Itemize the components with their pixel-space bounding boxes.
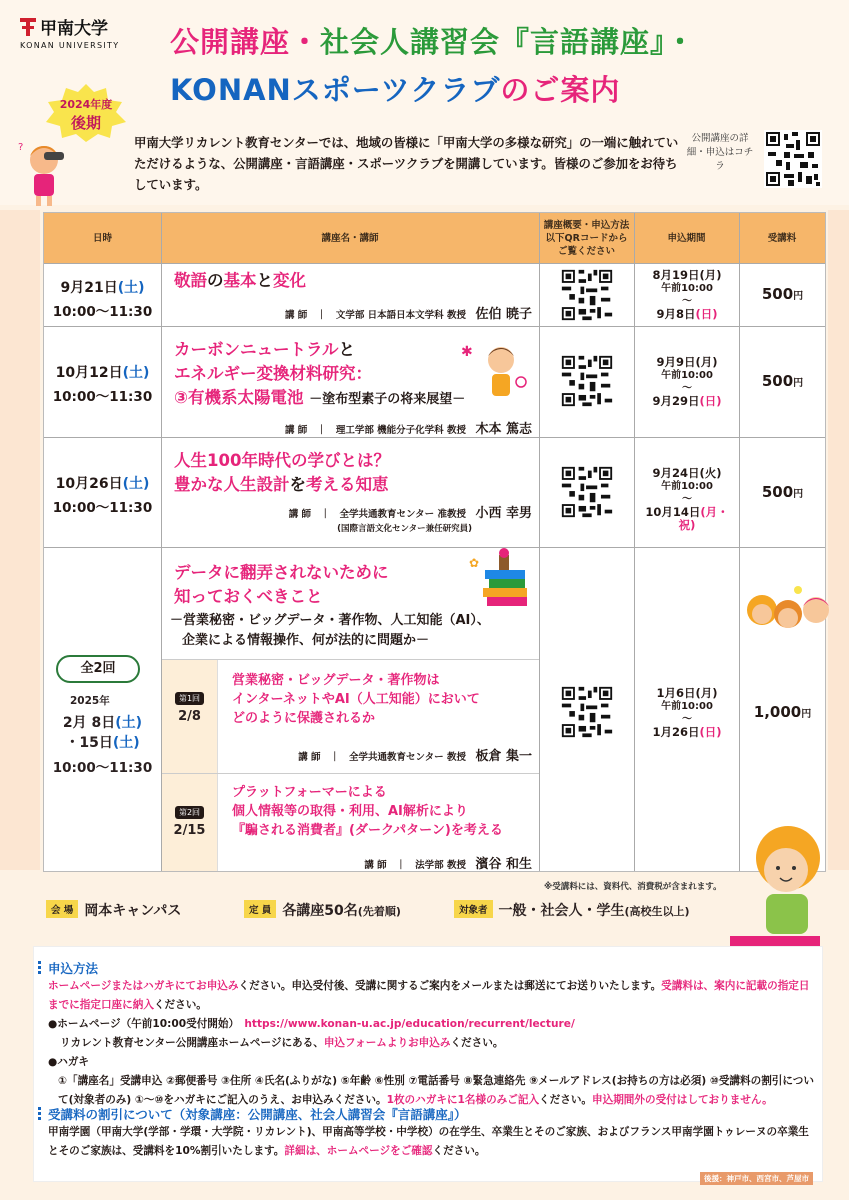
family-illustration xyxy=(740,580,840,654)
venue-info: 会 場 岡本キャンパス xyxy=(46,900,181,920)
decor-right xyxy=(828,210,849,870)
title-part-a: 公開講座・ xyxy=(170,25,321,59)
session2-label: 第2回 2/15 xyxy=(162,774,218,871)
discount-heading: 受講料の割引について（対象講座：公開講座、社会人講習会『言語講座』） xyxy=(48,1107,467,1122)
books-illustration xyxy=(469,547,537,611)
application-section xyxy=(33,946,823,1182)
svg-text:?: ? xyxy=(18,142,24,153)
row1-period: 8月19日(月) 午前10:00 〜 9月8日(日) xyxy=(652,268,722,321)
qr-note: 公開講座の詳細・申込はコチラ xyxy=(686,133,754,172)
session2-lecturer: 講 師 ｜ 法学部 教授 濱谷 和生 xyxy=(364,857,532,872)
girl-binoculars-illustration xyxy=(14,138,78,208)
row4-qr-code[interactable] xyxy=(560,685,614,739)
row3-fee: 500円 xyxy=(761,483,804,501)
row1-date: 9月21日(土) 10:00～11:30 xyxy=(52,280,153,320)
table-row xyxy=(44,326,825,437)
th-period: 申込期間 xyxy=(667,232,706,244)
row3-date: 10月26日(土) 10:00～11:30 xyxy=(52,476,153,516)
row1-qr-code[interactable] xyxy=(560,268,614,322)
page-title-line1 xyxy=(170,20,696,61)
th-course: 講座名・講師 xyxy=(321,232,379,244)
th-qr: 講座概要・申込方法以下QRコードからご覧ください xyxy=(543,219,630,257)
title-part-d: のご案内 xyxy=(500,73,621,107)
howto-heading: 申込方法 xyxy=(48,961,99,976)
th-datetime: 日時 xyxy=(92,232,112,244)
row2-lecturer: 講 師 ｜ 理工学部 機能分子化学科 教授 木本 篤志 xyxy=(285,422,532,437)
row2-period: 9月9日(月) 午前10:00 〜 9月29日(日) xyxy=(652,355,722,408)
postcard-text: ①「講座名」受講申込 ②郵便番号 ③住所 ④氏名(ふりがな) ⑤年齢 ⑥性別 ⑦電話番号 ⑧緊急連絡先 ⑨メールアドレス(お持ちの方は必須) ⑩受講料の割引について(対象者のみ) ①～⑩をハガキにご記入のうえ、お申込みください。1枚のハガキに1名様のみご記入ください。申込期間外の受付はしておりません。 xyxy=(58,1075,814,1106)
row3-qr-code[interactable] xyxy=(560,465,614,519)
row2-fee: 500円 xyxy=(761,372,804,390)
capacity-info: 定 員 各講座50名(先着順) xyxy=(244,900,401,920)
row2-qr-code[interactable] xyxy=(560,354,614,408)
main-qr-code[interactable] xyxy=(764,130,822,188)
target-info: 対象者 一般・社会人・学生(高校生以上) xyxy=(454,900,690,920)
homepage-link[interactable]: https://www.konan-u.ac.jp/education/recurrent/lecture/ xyxy=(244,1018,575,1030)
session2-title: プラットフォーマーによる 個人情報等の取得・利用、AI解析により 『騙される消費者』(ダークパターン)を考える xyxy=(232,785,503,838)
svg-text:✱: ✱ xyxy=(461,344,473,360)
row4-fee: 1,000円 xyxy=(753,703,812,721)
row1-lecturer: 講 師 ｜ 文学部 日本語日本文学科 教授 佐伯 暁子 xyxy=(285,307,532,322)
intro-text: 甲南大学リカレント教育センターでは、地域の皆様に「甲南大学の多様な研究」の一端に触れていただけるような、公開講座・言語講座・スポーツクラブを開講しています。皆様のご参加をお待ちしています。 xyxy=(134,135,679,192)
table-row xyxy=(44,437,825,547)
page-title-line2 xyxy=(170,68,620,109)
homepage-apply: ●ホームページ（午前10:00受付開始） https://www.konan-u.ac.jp/education/recurrent/lecture/ リカレント教育センター公開講座ホームページにある、申込フォームよりお申込みください。 xyxy=(48,1018,575,1049)
row1-title: 敬語の基本と変化 xyxy=(174,271,306,290)
howto-text: ホームページまたはハガキにてお申込みください。申込受付後、受講に関するご案内をメールまたは郵送にてお送りいたします。受講料は、案内に記載の指定日までに指定口座に納入ください。 xyxy=(48,980,810,1011)
table-row xyxy=(44,547,825,871)
postcard-label: ●ハガキ xyxy=(48,1056,90,1068)
logo-name: 甲南大学 xyxy=(40,19,108,39)
row4-title: データに翻弄されないために 知っておくべきこと xyxy=(174,563,389,606)
fee-note: ※受講料には、資料代、消費税が含まれます。 xyxy=(544,882,722,892)
term-badge xyxy=(40,82,132,142)
session1-title: 営業秘密・ビッグデータ・著作物は インターネットやAI（人工知能）において どのように保護されるか xyxy=(232,673,480,726)
title-part-b: 社会人講習会『言語講座』・ xyxy=(320,25,696,59)
title-part-c: KONANスポーツクラブ xyxy=(170,73,501,107)
row1-fee: 500円 xyxy=(761,285,804,303)
row4-period: 1月6日(月) 午前10:00 〜 1月26日(日) xyxy=(652,686,722,739)
university-logo xyxy=(20,14,140,50)
session1-lecturer: 講 師 ｜ 全学共通教育センター 教授 板倉 集一 xyxy=(298,749,532,764)
discount-text: 甲南学園（甲南大学(学部・学環・大学院・リカレント)、甲南高等学校・中学校）の在学生、卒業生とそのご家族、およびフランス甲南学園トゥレーヌの卒業生とそのご家族は、受講料を10%割引いたします。詳細は、ホームページをご確認ください。 xyxy=(48,1126,809,1157)
decor-left xyxy=(0,210,40,870)
logo-sub: KONAN UNIVERSITY xyxy=(20,41,120,50)
svg-text:✿: ✿ xyxy=(469,556,480,570)
session1-label: 第1回 2/8 xyxy=(162,660,218,773)
boy-thinking-illustration xyxy=(459,338,529,400)
row3-title: 人生100年時代の学びとは？ 豊かな人生設計を考える知恵 xyxy=(174,451,390,494)
row3-period: 9月24日(火) 午前10:00 〜 10月14日(月・祝) xyxy=(645,466,729,532)
th-fee: 受講料 xyxy=(767,232,797,244)
session-count-badge: 全2回 xyxy=(56,655,140,683)
course-table xyxy=(43,212,826,872)
badge-year: 2024年度 xyxy=(59,98,113,111)
row4-date: 2025年 2月 8日(土) ・15日(土) 10:00～11:30 xyxy=(52,695,153,776)
table-row xyxy=(44,263,825,326)
row4-desc: －営業秘密・ビッグデータ・著作物、人工知能（AI）、 企業による情報操作、何が法的に問題か－ xyxy=(170,613,490,648)
row3-lecturer: 講 師 ｜ 全学共通教育センター 准教授 小西 幸男 (国際言語文化センター兼任研究員) xyxy=(288,506,532,534)
row2-date: 10月12日(土) 10:00～11:30 xyxy=(52,365,153,405)
support-note: 後援：神戸市、西宮市、芦屋市 xyxy=(700,1172,813,1185)
row2-title: カーボンニュートラルと エネルギー変換材料研究： ③有機系太陽電池 －塗布型素子の将来展望－ xyxy=(174,340,466,407)
konan-mark-icon xyxy=(20,18,36,36)
badge-term: 後期 xyxy=(70,114,101,132)
